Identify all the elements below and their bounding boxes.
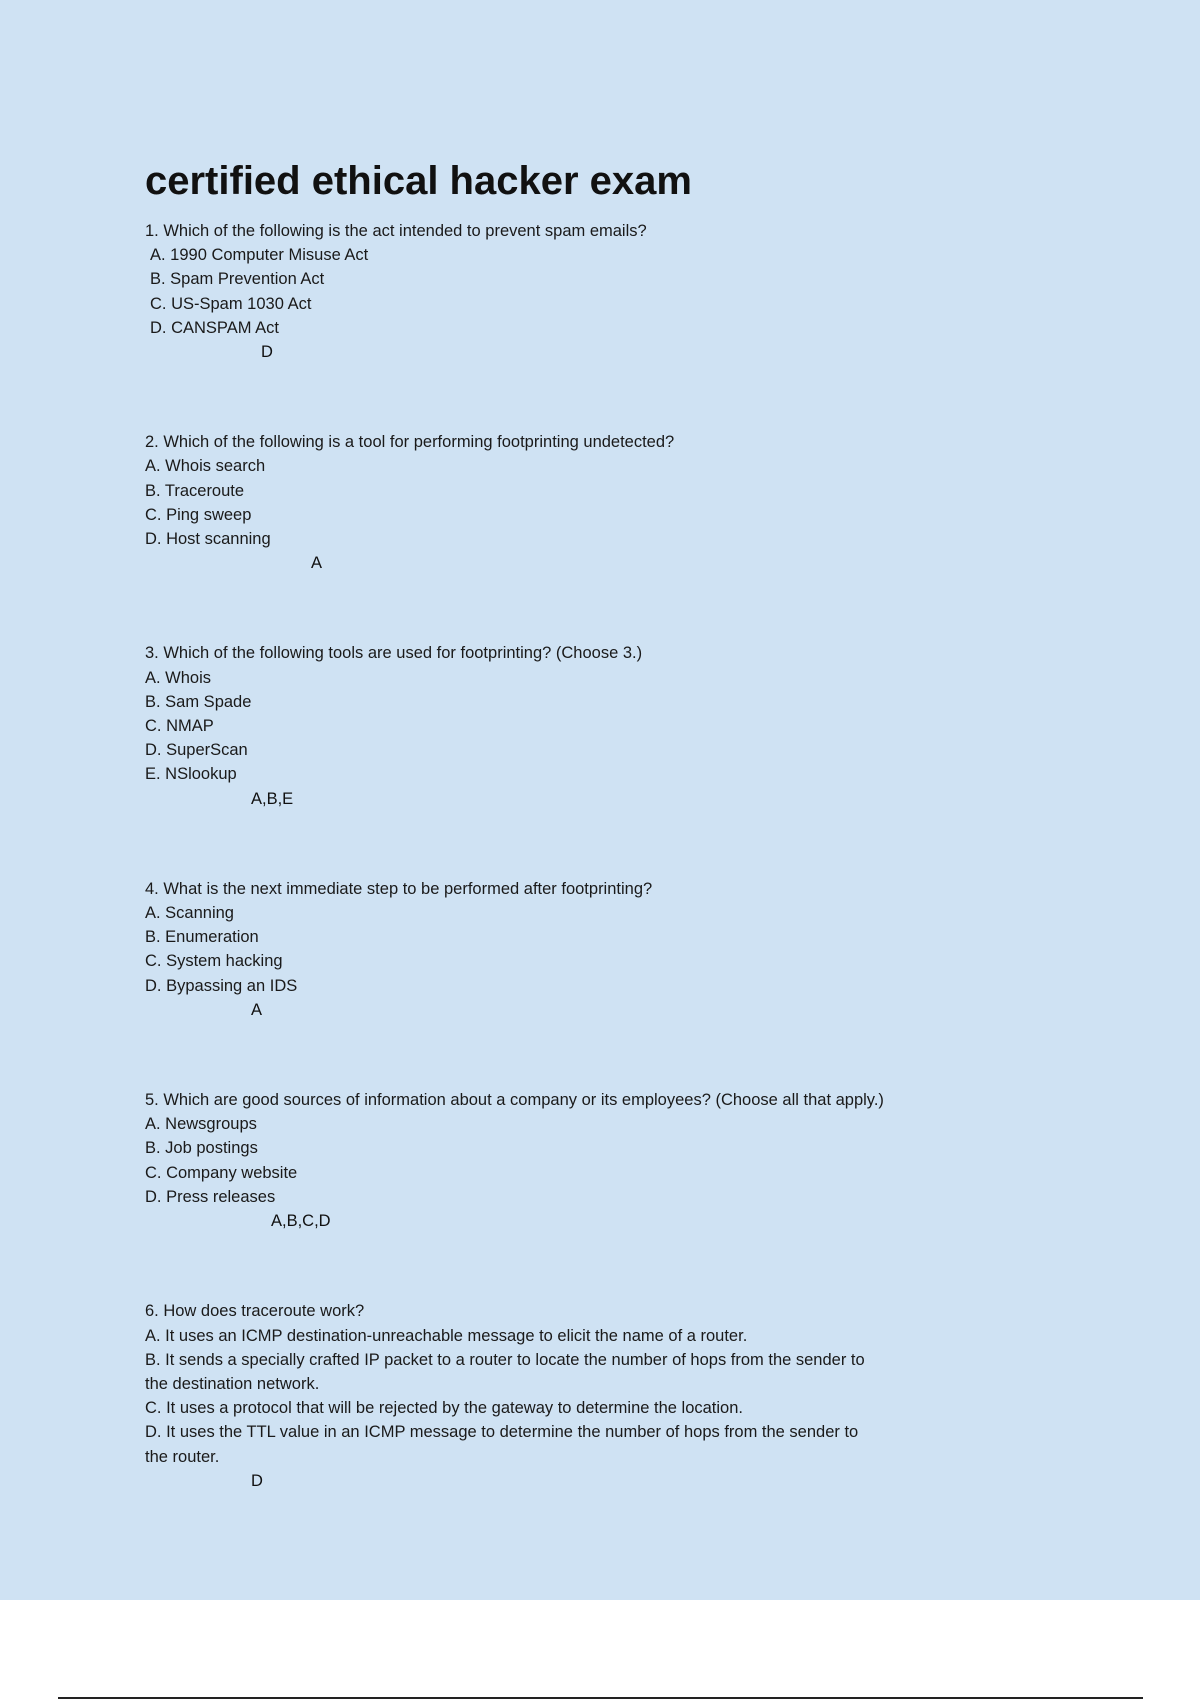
option-a: A. Whois <box>145 668 212 687</box>
question-text: 2. Which of the following is a tool for performing footprinting undetected? <box>145 433 675 452</box>
option-b: B. Enumeration <box>145 928 259 947</box>
answer-text: A,B,C,D <box>271 1212 331 1231</box>
option-b: B. Spam Prevention Act <box>150 270 325 289</box>
answer-text: A <box>311 554 323 573</box>
answer-text: A <box>251 1000 263 1019</box>
option-d: D. CANSPAM Act <box>150 318 279 337</box>
answer-text: D <box>261 343 273 362</box>
option-c: C. System hacking <box>145 952 283 971</box>
question-text: 6. How does traceroute work? <box>145 1302 365 1321</box>
question-block-4 <box>145 877 1045 1022</box>
question-block-6 <box>145 1299 1045 1493</box>
option-d: D. Host scanning <box>145 530 271 549</box>
option-d: D. Bypassing an IDS <box>145 976 298 995</box>
option-c: C. US-Spam 1030 Act <box>150 294 312 313</box>
option-b: B. It sends a specially crafted IP packet to a router to locate the number of hops from the sender to the destination network. <box>145 1350 865 1393</box>
question-text: 5. Which are good sources of information about a company or its employees? (Choose all that apply.) <box>145 1091 884 1110</box>
question-text: 4. What is the next immediate step to be performed after footprinting? <box>145 879 653 898</box>
option-d: D. SuperScan <box>145 741 248 760</box>
answer-text: A,B,E <box>251 789 294 808</box>
question-block-2 <box>145 430 1045 575</box>
document-content <box>145 155 1045 1559</box>
option-c: C. It uses a protocol that will be rejected by the gateway to determine the location. <box>145 1399 743 1418</box>
option-b: B. Traceroute <box>145 481 245 500</box>
option-a: A. Scanning <box>145 904 234 923</box>
option-a: A. It uses an ICMP destination-unreachable message to elicit the name of a router. <box>145 1326 748 1345</box>
option-b: B. Sam Spade <box>145 692 252 711</box>
option-a: A. Newsgroups <box>145 1115 257 1134</box>
question-text: 3. Which of the following tools are used for footprinting? (Choose 3.) <box>145 644 643 663</box>
option-c: C. Ping sweep <box>145 505 252 524</box>
option-d: D. Press releases <box>145 1187 276 1206</box>
question-text: 1. Which of the following is the act intended to prevent spam emails? <box>145 222 647 240</box>
option-c: C. Company website <box>145 1163 298 1182</box>
question-block-1 <box>145 219 1045 364</box>
document-title: certified ethical hacker exam <box>145 159 692 203</box>
answer-text: D <box>251 1471 263 1490</box>
option-b: B. Job postings <box>145 1139 258 1158</box>
question-block-3 <box>145 641 1045 810</box>
option-a: A. 1990 Computer Misuse Act <box>150 246 369 265</box>
option-e: E. NSlookup <box>145 765 237 784</box>
option-a: A. Whois search <box>145 457 266 476</box>
question-block-5 <box>145 1088 1045 1233</box>
option-c: C. NMAP <box>145 717 214 736</box>
option-d: D. It uses the TTL value in an ICMP message to determine the number of hops from the sender to the router. <box>145 1423 859 1466</box>
footer-divider <box>58 1697 1143 1699</box>
